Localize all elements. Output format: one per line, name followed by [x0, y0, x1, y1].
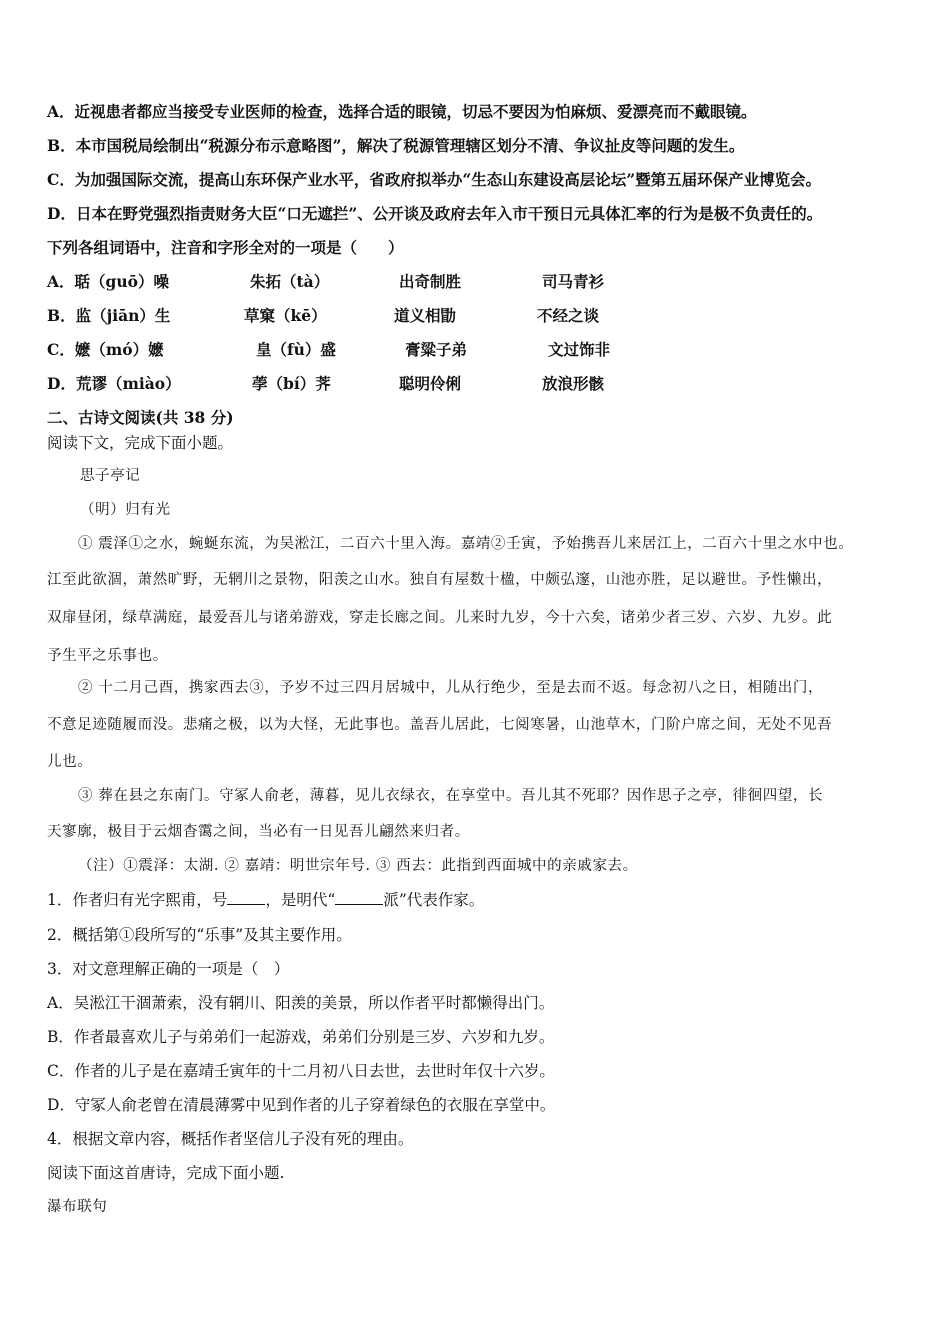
- question-2: 2．概括第①段所写的“乐事”及其主要作用。: [47, 926, 352, 944]
- option-word-1: A．聒（guō）噪: [47, 272, 169, 291]
- question-1: [47, 890, 484, 910]
- question-3-option-d: D．守冢人俞老曾在清晨薄雾中见到作者的儿子穿着绿色的衣服在享堂中。: [47, 1096, 556, 1114]
- sentence-option-d: D．日本在野党强烈指责财务大臣“口无遮拦”、公开谈及政府去年入市干预日元具体汇率的行为是极不负责任的。: [47, 204, 823, 223]
- sentence-option-c: C．为加强国际交流，提高山东环保产业水平，省政府拟举办“生态山东建设高层论坛”暨第五届环保产业博览会。: [47, 170, 822, 189]
- question-3-option-b: B．作者最喜欢儿子与弟弟们一起游戏，弟弟们分别是三岁、六岁和九岁。: [47, 1028, 555, 1046]
- essay-title: 思子亭记: [80, 468, 141, 484]
- option-word-3: 出奇制胜: [399, 272, 462, 291]
- question-1-part-a: 1．作者归有光字熙甫，号: [47, 891, 228, 909]
- section-intro: 阅读下文，完成下面小题。: [47, 434, 234, 452]
- option-word-1: B．监（jiān）生: [47, 306, 171, 325]
- essay-line: 予生平之乐事也。: [47, 648, 168, 664]
- option-word-3: 道义相勖: [394, 306, 457, 325]
- poem-intro: 阅读下面这首唐诗，完成下面小题.: [47, 1164, 285, 1182]
- question-3-option-c: C．作者的儿子是在嘉靖壬寅年的十二月初八日去世，去世时年仅十六岁。: [47, 1062, 555, 1080]
- essay-line: ① 震泽①之水，蜿蜒东流，为吴淞江，二百六十里入海。嘉靖②壬寅，予始携吾儿来居江上，二百六十里之水中也。: [78, 536, 854, 552]
- essay-line: 儿也。: [47, 754, 93, 770]
- essay-line: ② 十二月己酉，携家西去③，予岁不过三四月居城中，儿从行绝少，至是去而不返。每念初八之日，相随出门，: [78, 680, 824, 696]
- essay-line: 江至此欲涸，萧然旷野，无辋川之景物，阳羡之山水。独自有屋数十楹，中颇弘邃，山池亦胜，足以避世。予性懒出，: [47, 572, 833, 588]
- option-word-1: C．嬷（mó）嬷: [47, 340, 164, 359]
- option-word-4: 放浪形骸: [542, 374, 605, 393]
- sentence-option-b: B．本市国税局绘制出“税源分布示意略图”，解决了税源管理辖区划分不清、争议扯皮等问题的发生。: [47, 136, 745, 155]
- essay-author: （明）归有光: [80, 502, 171, 518]
- poem-title: 瀑布联句: [47, 1199, 108, 1215]
- essay-line: 不意足迹随履而没。悲痛之极，以为大怪，无此事也。盖吾儿居此，七阅寒暑，山池草木，门阶户席之间，无处不见吾: [47, 717, 833, 733]
- question-1-part-b: ，是明代“: [265, 891, 336, 909]
- option-word-2: 草窠（kē）: [244, 306, 327, 325]
- question-4: 4．根据文章内容，概括作者坚信儿子没有死的理由。: [47, 1130, 414, 1148]
- option-word-3: 聪明伶俐: [399, 374, 462, 393]
- option-word-4: 司马青衫: [542, 272, 605, 291]
- question-stem-pinyin: 下列各组词语中，注音和字形全对的一项是（ ）: [47, 238, 404, 257]
- essay-note: （注）①震泽：太湖. ② 嘉靖：明世宗年号. ③ 西去：此指到西面城中的亲戚家去。: [78, 858, 638, 874]
- question-1-part-c: 派”代表作家。: [383, 891, 485, 909]
- option-word-2: 荸（bí）荠: [252, 374, 331, 393]
- sentence-option-a: A．近视患者都应当接受专业医师的检查，选择合适的眼镜，切忌不要因为怕麻烦、爱漂亮而不戴眼镜。: [47, 102, 757, 121]
- option-word-2: 皇（fù）盛: [256, 340, 336, 359]
- option-word-4: 文过饰非: [548, 340, 611, 359]
- option-word-4: 不经之谈: [537, 306, 600, 325]
- option-word-2: 朱拓（tà）: [250, 272, 330, 291]
- option-word-1: D．荒谬（miào）: [47, 374, 181, 393]
- essay-line: 天寥廓，极目于云烟杳霭之间，当必有一日见吾儿翩然来归者。: [47, 824, 470, 840]
- option-word-3: 膏粱子弟: [405, 340, 468, 359]
- section-heading: 二、古诗文阅读(共 38 分): [47, 408, 234, 427]
- question-3-option-a: A．吴淞江干涸萧索，没有辋川、阳羡的美景，所以作者平时都懒得出门。: [47, 994, 555, 1012]
- essay-line: 双扉昼闭，绿草满庭，最爱吾儿与诸弟游戏，穿走长廊之间。儿来时九岁，今十六矣，诸弟少者三岁、六岁、九岁。此: [47, 610, 833, 626]
- answer-blank[interactable]: [335, 890, 383, 905]
- answer-blank[interactable]: [227, 890, 265, 905]
- question-3: 3．对文意理解正确的一项是（ ）: [47, 960, 290, 978]
- essay-line: ③ 葬在县之东南门。守冢人俞老，薄暮，见儿衣绿衣，在享堂中。吾儿其不死耶？因作思子之亭，徘徊四望，长: [78, 788, 824, 804]
